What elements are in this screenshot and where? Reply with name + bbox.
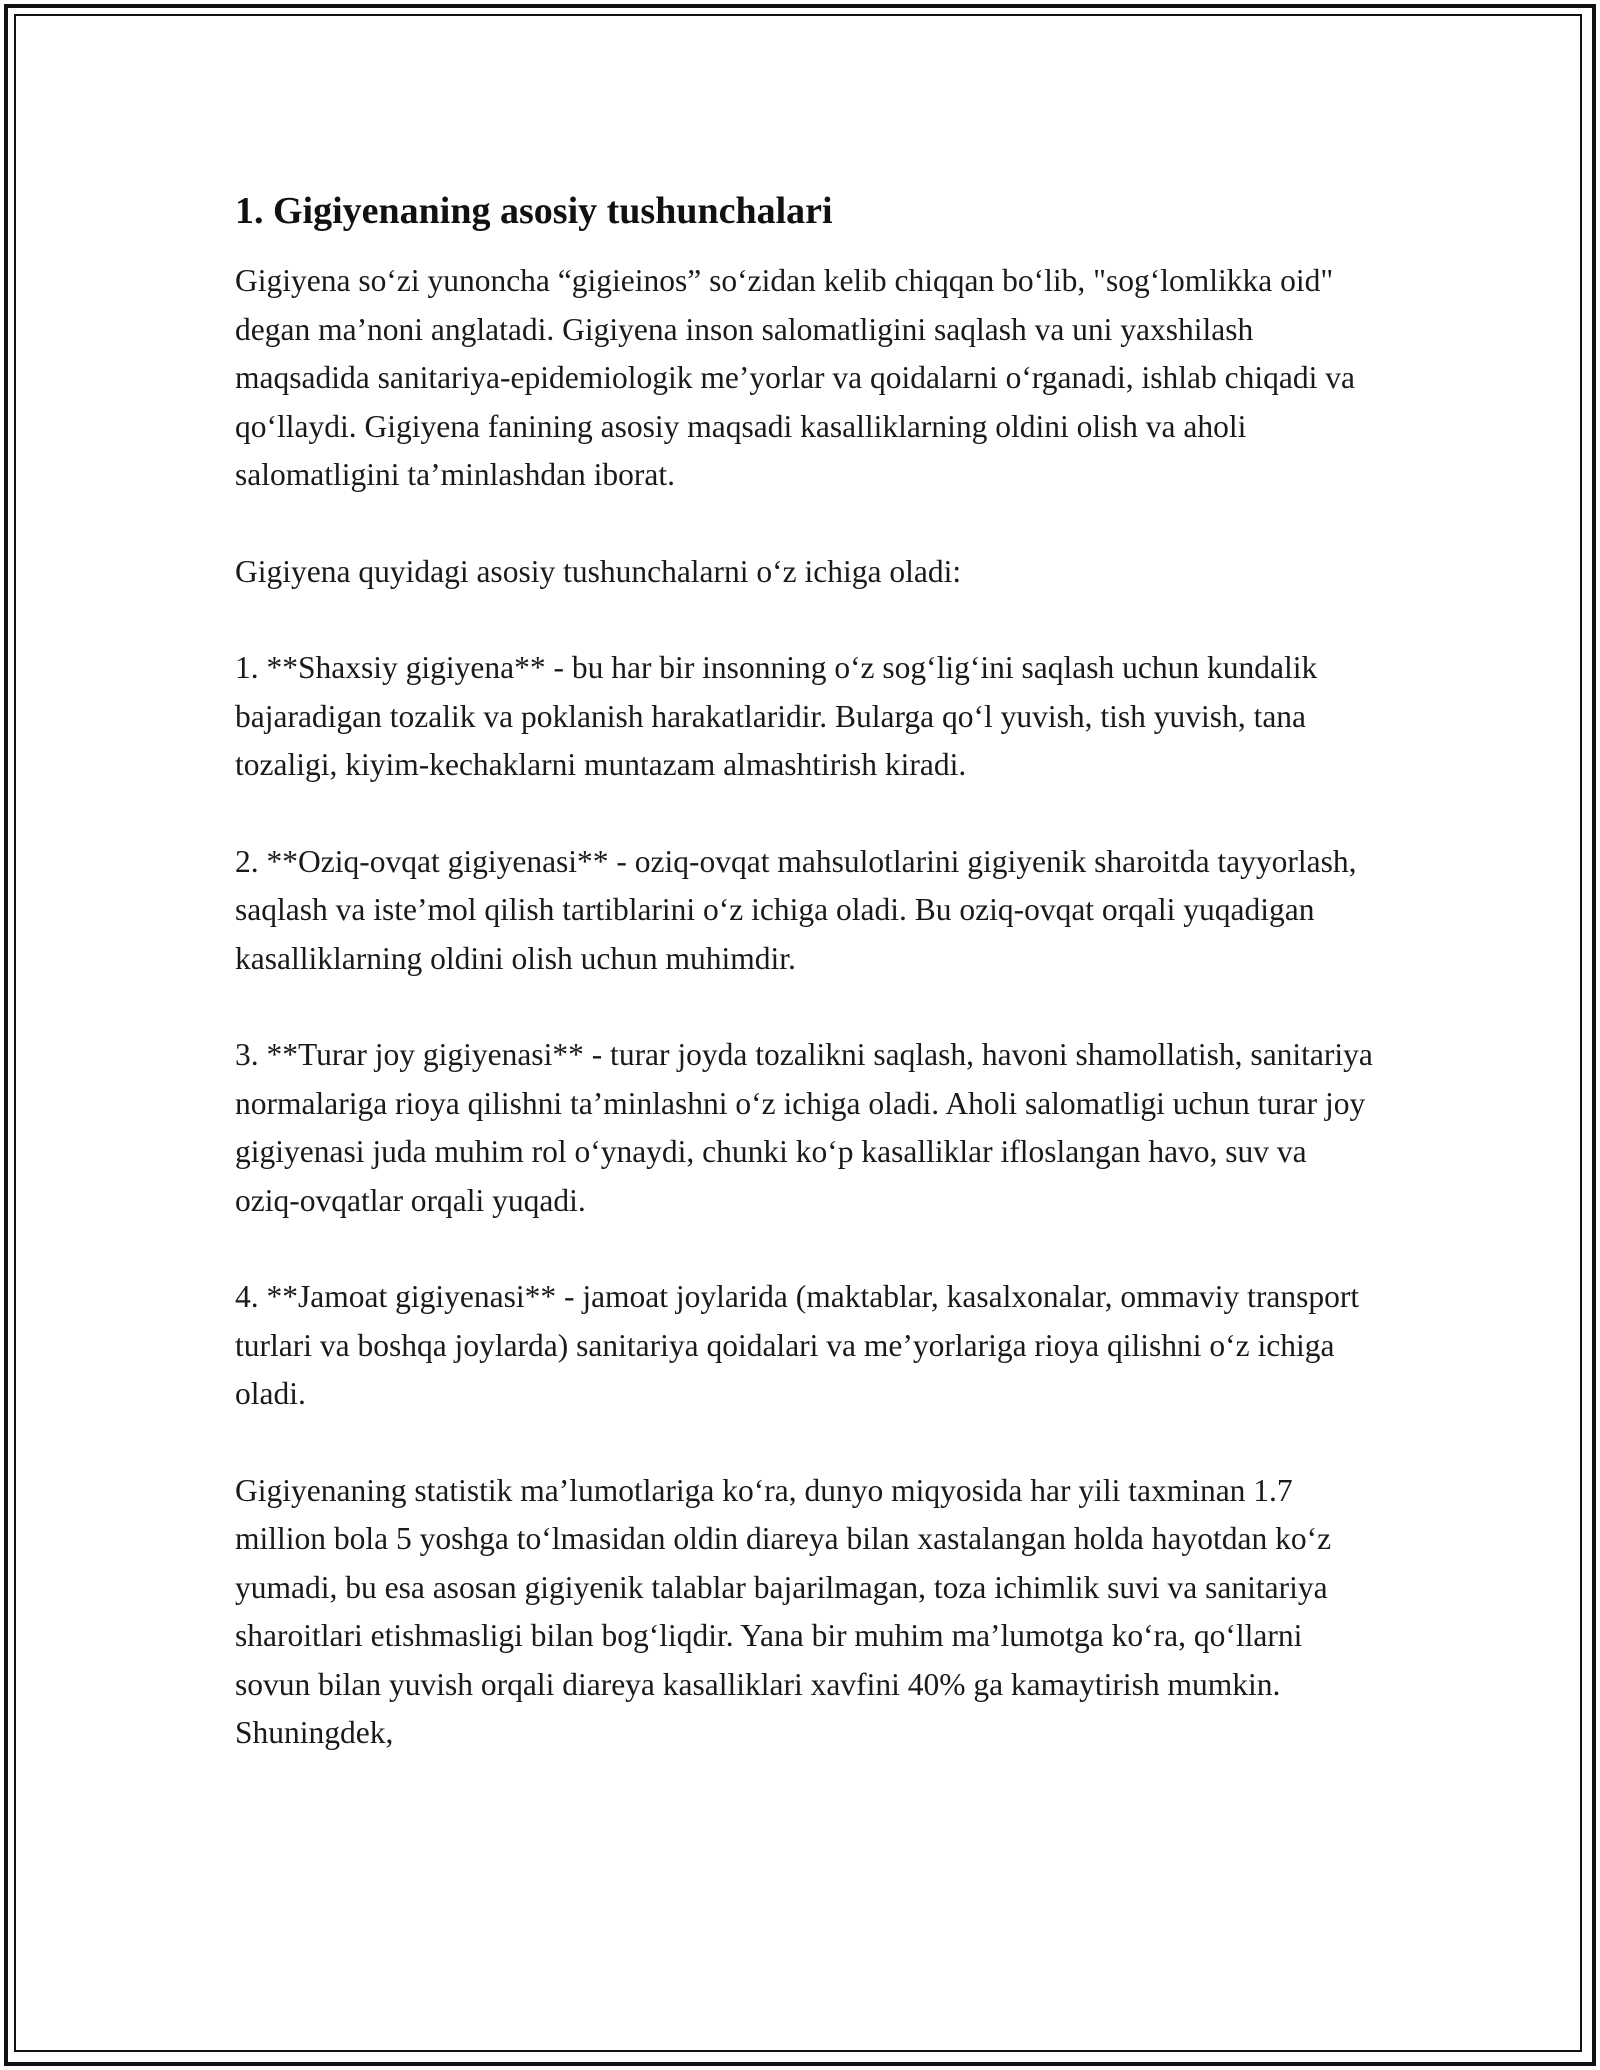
paragraph-item-4: 4. **Jamoat gigiyenasi** - jamoat joylarida (maktablar, kasalxonalar, ommaviy transport turlari va boshqa joylarda) sanitariya qoidalari va me’yorlariga rioya qilishni o‘z ichiga oladi. xyxy=(235,1279,1360,1411)
paragraph-item-1: 1. **Shaxsiy gigiyena** - bu har bir insonning o‘z sog‘lig‘ini saqlash uchun kundalik bajaradigan tozalik va poklanish harakatlaridir. Bularga qo‘l yuvish, tish yuvish, tana tozaligi, kiyim-kechaklarni muntazam almashtirish kiradi. xyxy=(235,650,1318,782)
paragraph-list-intro: Gigiyena quyidagi asosiy tushunchalarni o‘z ichiga oladi: xyxy=(235,553,962,589)
paragraph-item-2: 2. **Oziq-ovqat gigiyenasi** - oziq-ovqat mahsulotlarini gigiyenik sharoitda tayyorlash, saqlash va iste’mol qilish tartiblarini o‘z ichiga oladi. Bu oziq-ovqat orqali yuqadigan kasalliklarning oldini olish uchun muhimdir. xyxy=(235,843,1357,976)
document-body xyxy=(235,185,1375,1806)
paragraph-item-3: 3. **Turar joy gigiyenasi** - turar joyda tozalikni saqlash, havoni shamollatish, sanitariya normalariga rioya qilishni ta’minlashni o‘z ichiga oladi. Aholi salomatligi uchun turar joy gigiyenasi juda muhim rol o‘ynaydi, chunki ko‘p kasalliklar ifloslangan havo, suv va oziq-ovqatlar orqali yuqadi. xyxy=(235,1037,1373,1218)
section-title: 1. Gigiyenaning asosiy tushunchalari xyxy=(235,190,833,232)
paragraph-intro: Gigiyena so‘zi yunoncha “gigieinos” so‘zidan kelib chiqqan bo‘lib, "sog‘lomlikka oid" degan ma’noni anglatadi. Gigiyena inson salomatligini saqlash va uni yaxshilash maqsadida sanitariya-epidemiologik me’yorlar va qoidalarni o‘rganadi, ishlab chiqadi va qo‘llaydi. Gigiyena fanining asosiy maqsadi kasalliklarning oldini olish va aholi salomatligini ta’minlashdan iborat. xyxy=(235,263,1355,492)
paragraph-statistics: Gigiyenaning statistik ma’lumotlariga ko‘ra, dunyo miqyosida har yili taxminan 1.7 million bola 5 yoshga to‘lmasidan oldin diareya bilan xastalangan holda hayotdan ko‘z yumadi, bu esa asosan gigiyenik talablar bajarilmagan, toza ichimlik suvi va sanitariya sharoitlari etishmasligi bilan bog‘liqdir. Yana bir muhim ma’lumotga ko‘ra, qo‘llarni sovun bilan yuvish orqali diareya kasalliklari xavfini 40% ga kamaytirish mumkin. Shuningdek, xyxy=(235,1472,1332,1750)
